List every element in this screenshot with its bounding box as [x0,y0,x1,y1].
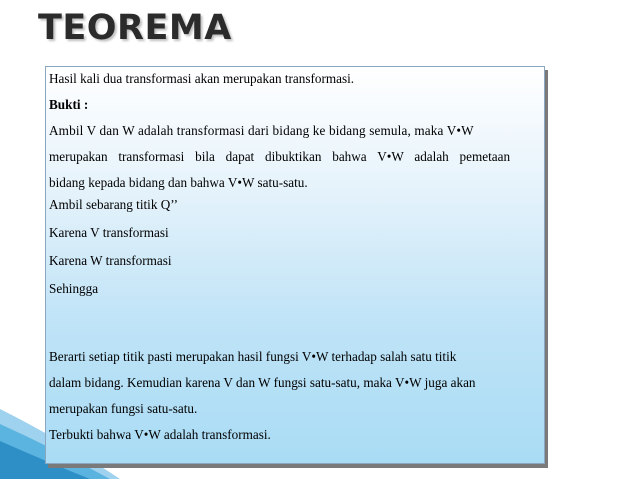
proof-line-3: bidang kepada bidang dan bahwa V•W satu-satu. [49,175,308,190]
proof-final-statement: Terbukti bahwa V•W adalah transformasi. [49,427,271,442]
conclusion-line-3: merupakan fungsi satu-satu. [49,401,198,416]
proof-line-1 [49,123,540,139]
therefore-label: Sehingga [49,281,99,296]
proof-heading: Bukti : [49,97,89,112]
proof-line-2: merupakan transformasi bila dapat dibuktikan bahwa V•W adalah pemetaan [49,149,511,164]
theorem-statement: Hasil kali dua transformasi akan merupakan transformasi. [49,71,355,86]
conclusion-line-1: Berarti setiap titik pasti merupakan hasil fungsi V•W terhadap salah satu titik [49,349,457,364]
proof-line-1-text: Ambil V dan W adalah transformasi dari bidang ke bidang semula, maka V•W [49,123,474,138]
slide-title: TEOREMA [38,8,232,48]
proof-content-box [45,66,545,464]
take-arbitrary-point: Ambil sebarang titik Q’’ [49,197,179,212]
conclusion-line-2: dalam bidang. Kemudian karena V dan W fungsi satu-satu, maka V•W juga akan [49,375,476,390]
because-w-transformation: Karena W transformasi [49,253,172,268]
because-v-transformation: Karena V transformasi [49,225,169,240]
